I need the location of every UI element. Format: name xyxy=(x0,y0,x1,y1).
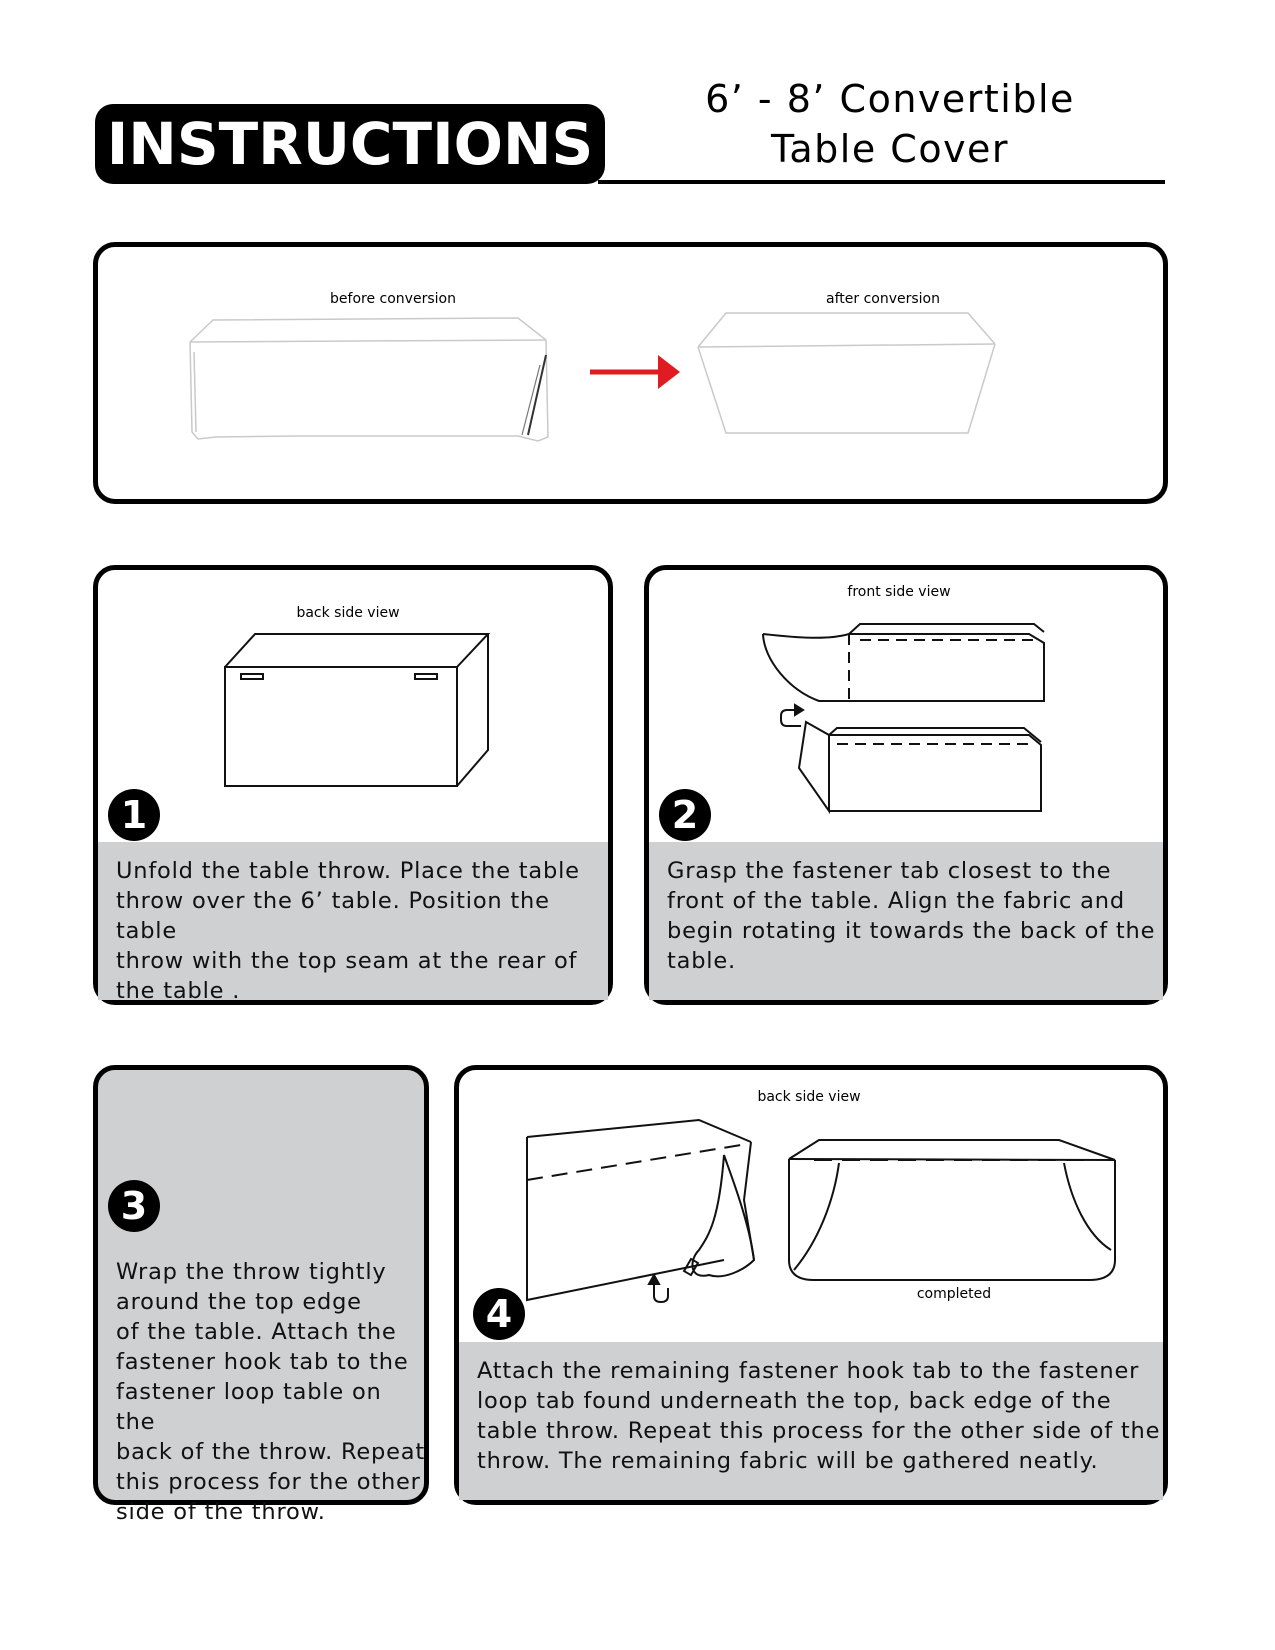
step-1-description xyxy=(116,856,606,1006)
step-1-line-1: Unfold the table throw. Place the table xyxy=(116,858,580,884)
step-4-line-2: loop tab found underneath the top, back edge of the xyxy=(477,1388,1112,1414)
step-2-line-3: begin rotating it towards the back of the xyxy=(667,918,1156,944)
step-1-line-3: throw with the top seam at the rear of xyxy=(116,948,578,974)
after-conversion-drawing xyxy=(698,247,1058,397)
step-3-line-6: back of the throw. Repeat xyxy=(116,1439,425,1465)
overview-panel xyxy=(93,242,1168,504)
step-4-panel xyxy=(454,1065,1168,1505)
step-2-view-label: front side view xyxy=(847,584,951,600)
step-4-line-1: Attach the remaining fastener hook tab to the fastener xyxy=(477,1358,1140,1384)
step-1-view-label: back side view xyxy=(296,605,400,621)
step-3-line-7: this process for the other xyxy=(116,1469,421,1495)
product-title-line2: Table Cover xyxy=(770,127,1010,171)
step-1-line-2: throw over the 6’ table. Position the table xyxy=(116,888,550,944)
step-2-line-1: Grasp the fastener tab closest to the xyxy=(667,858,1112,884)
product-title-line1: 6’ - 8’ Convertible xyxy=(705,77,1075,121)
completed-label: completed xyxy=(916,1286,992,1302)
step-2-line-2: front of the table. Align the fabric and xyxy=(667,888,1125,914)
step-3-line-5: fastener loop table on the xyxy=(116,1379,382,1435)
instructions-heading: INSTRUCTIONS xyxy=(106,110,594,178)
step-4-back-view-drawing xyxy=(459,1070,789,1310)
step-4-line-3: table throw. Repeat this process for the other side of the xyxy=(477,1418,1161,1444)
step-3-description xyxy=(116,1257,426,1527)
after-conversion-label: after conversion xyxy=(826,291,940,307)
product-title xyxy=(680,74,1100,174)
step-4-description xyxy=(477,1356,1167,1476)
step-1-text-area xyxy=(98,842,608,1004)
step-2-line-4: table. xyxy=(667,948,736,974)
step-3-line-2: around the top edge xyxy=(116,1289,362,1315)
step-2-text-area xyxy=(649,842,1163,1000)
header-rule xyxy=(598,180,1165,184)
step-4-line-4: throw. The remaining fabric will be gathered neatly. xyxy=(477,1448,1099,1474)
step-3-panel xyxy=(93,1065,429,1525)
step-3-line-3: of the table. Attach the xyxy=(116,1319,397,1345)
before-conversion-label: before conversion xyxy=(330,291,456,307)
step-4-view-label: back side view xyxy=(757,1089,861,1105)
step-2-drawing xyxy=(649,570,1173,830)
conversion-arrow xyxy=(588,347,688,397)
step-3-line-8: side of the throw. xyxy=(116,1499,326,1525)
step-1-number-badge: 1 xyxy=(108,789,160,841)
step-3-number-badge: 3 xyxy=(108,1180,160,1232)
step-1-line-4: the table . xyxy=(116,978,241,1004)
step-3-line-4: fastener hook tab to the xyxy=(116,1349,409,1375)
step-2-panel xyxy=(644,565,1168,1005)
step-1-panel xyxy=(93,565,613,1005)
step-2-description xyxy=(667,856,1162,976)
step-4-number-badge: 4 xyxy=(473,1288,525,1340)
step-2-number-badge: 2 xyxy=(659,789,711,841)
step-3-line-1: Wrap the throw tightly xyxy=(116,1259,387,1285)
step-1-table-drawing xyxy=(98,570,618,770)
step-4-completed-drawing xyxy=(789,1070,1149,1300)
step-4-text-area xyxy=(459,1342,1163,1500)
before-conversion-drawing xyxy=(98,247,498,397)
